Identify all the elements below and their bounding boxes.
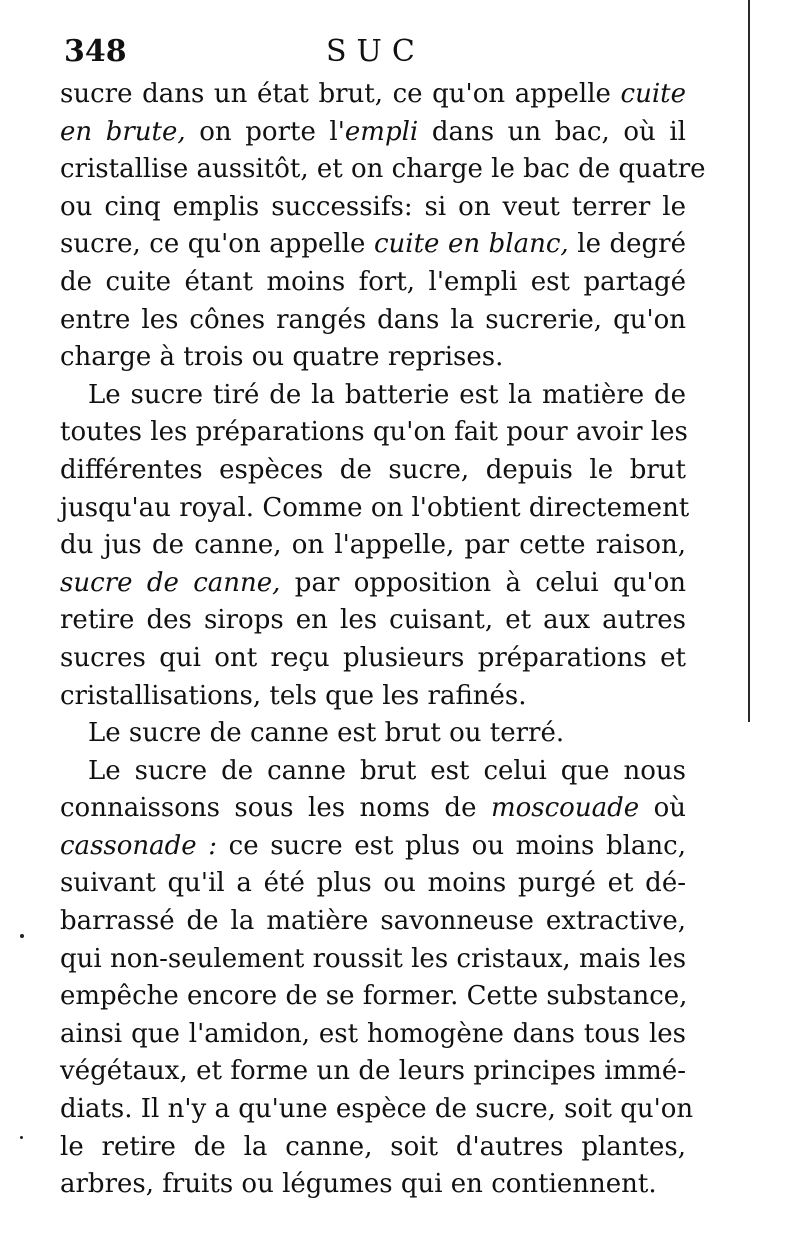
text-line: sucres qui ont reçu plusieurs préparations et — [60, 642, 686, 673]
text-line: Le sucre de canne est brut ou terré. — [88, 718, 565, 749]
text-line: sucre, ce qu'on appelle cuite en blanc, le degré — [60, 229, 686, 260]
text-line: diats. Il n'y a qu'une espèce de sucre, soit qu'on — [60, 1094, 694, 1125]
text-line: arbres, fruits ou légumes qui en contiennent. — [60, 1169, 657, 1200]
text-line: sucre de canne, par opposition à celui qu'on — [60, 567, 686, 598]
text-line: cristallise aussitôt, et on charge le bac de quatre — [60, 154, 706, 185]
text-line: charge à trois ou quatre reprises. — [60, 342, 504, 373]
text-line: Le sucre tiré de la batterie est la matière de — [88, 379, 686, 410]
page-number: 348 — [64, 34, 127, 69]
body-text — [46, 76, 706, 1204]
ink-speck — [20, 1136, 23, 1139]
text-line: cristallisations, tels que les rafinés. — [60, 680, 527, 711]
text-line: sucre dans un état brut, ce qu'on appelle cuite — [60, 79, 686, 109]
text-line: suivant qu'il a été plus ou moins purgé et dé- — [60, 868, 686, 899]
text-line: ainsi que l'amidon, est homogène dans tous les — [60, 1018, 686, 1049]
text-line: végétaux, et forme un de leurs principes immé- — [60, 1056, 686, 1087]
text-line: Le sucre de canne brut est celui que nous — [88, 755, 686, 786]
text-line: différentes espèces de sucre, depuis le brut — [60, 454, 686, 485]
text-line: en brute, on porte l'empli dans un bac, où il — [60, 116, 686, 147]
running-head: SUC — [326, 34, 425, 69]
text-line: ou cinq emplis successifs: si on veut terrer le — [60, 191, 686, 222]
text-line: cassonade : ce sucre est plus ou moins blanc, — [60, 830, 687, 861]
text-line: entre les cônes rangés dans la sucrerie, qu'on — [60, 304, 686, 335]
text-line: empêche encore de se former. Cette substance, — [60, 981, 688, 1012]
text-line: de cuite étant moins fort, l'empli est partagé — [60, 266, 686, 297]
text-line: barrassé de la matière savonneuse extractive, — [60, 906, 686, 937]
text-line: toutes les préparations qu'on fait pour avoir les — [60, 417, 688, 448]
ink-speck — [20, 934, 24, 938]
text-line: qui non-seulement roussit les cristaux, mais les — [60, 943, 687, 974]
text-line: jusqu'au royal. Comme on l'obtient directement — [60, 492, 690, 523]
text-line: du jus de canne, on l'appelle, par cette raison, — [60, 530, 686, 561]
text-line: le retire de la canne, soit d'autres plantes, — [60, 1131, 686, 1162]
text-line: connaissons sous les noms de moscouade où — [60, 793, 686, 824]
text-line: retire des sirops en les cuisant, et aux autres — [60, 605, 686, 636]
page-header — [64, 30, 684, 74]
margin-rule — [748, 0, 750, 722]
